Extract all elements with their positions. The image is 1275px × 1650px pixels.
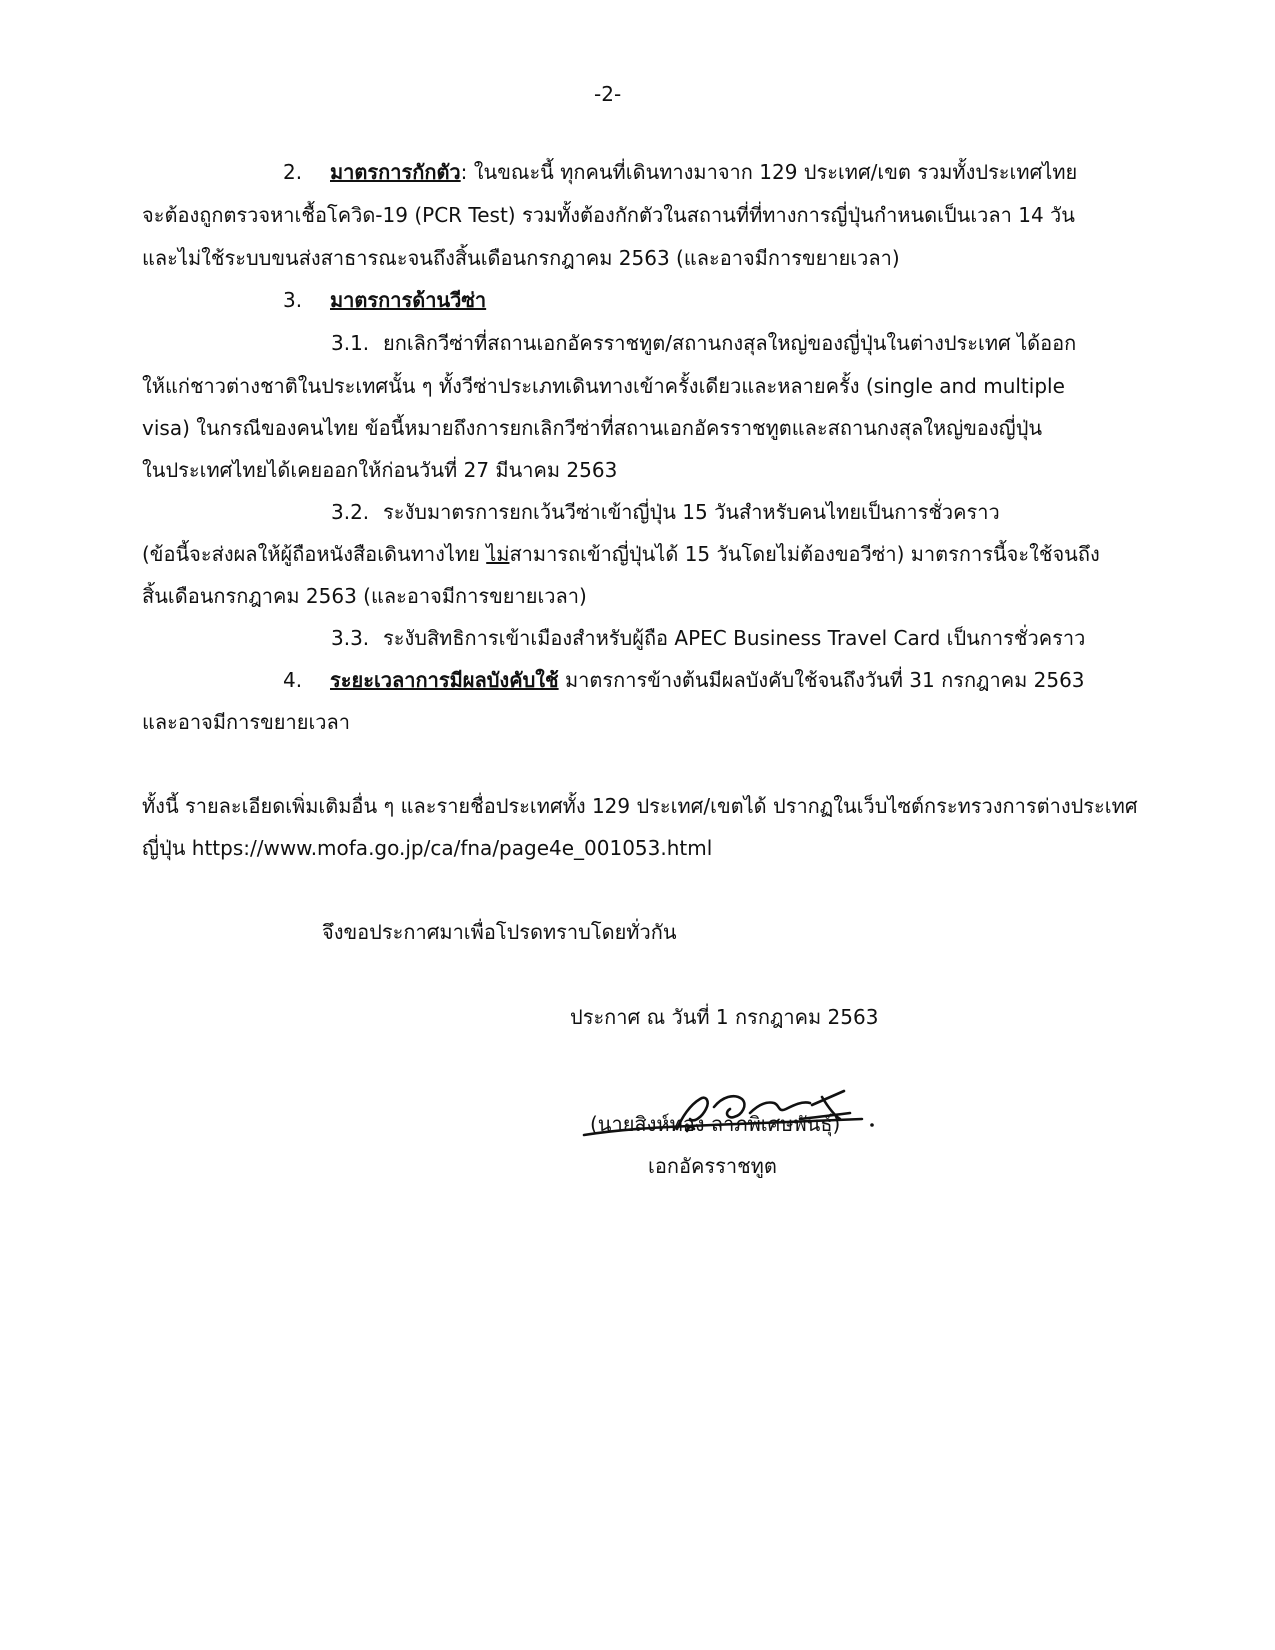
item-4-line-2: และอาจมีการขยายเวลา [142,710,351,734]
item-3-3-text: ระงับสิทธิการเข้าเมืองสำหรับผู้ถือ APEC Business Travel Card เป็นการชั่วคราว [383,626,1086,650]
details-line-2: ญี่ปุ่น https://www.mofa.go.jp/ca/fna/page4e_001053.html [142,836,713,860]
details-line-1: ทั้งนี้ รายละเอียดเพิ่มเติมอื่น ๆ และรายชื่อประเทศทั้ง 129 ประเทศ/เขตได้ ปรากฏในเว็บไซต์กระทรวงการต่างประเทศ [142,794,1138,818]
item-3-1-line-1 [331,329,1076,357]
item-2-line-2: จะต้องถูกตรวจหาเชื้อโควิด-19 (PCR Test) รวมทั้งต้องกักตัวในสถานที่ที่ทางการญี่ปุ่นกำหนดเป็นเวลา 14 วัน [142,203,1075,227]
item-3-number: 3. [283,288,303,312]
item-4-number: 4. [283,668,303,692]
announcement-date: ประกาศ ณ วันที่ 1 กรกฎาคม 2563 [570,1005,879,1029]
item-3-1-line-4: ในประเทศไทยได้เคยออกให้ก่อนวันที่ 27 มีนาคม 2563 [142,458,618,482]
item-2-colon: : [460,160,468,184]
item-3-2-line-1 [331,498,1000,526]
item-3-3-line-1 [331,624,1085,652]
item-3-2-underlined-word: ไม่ [486,542,510,566]
item-3-2-line-2-pre: (ข้อนี้จะส่งผลให้ผู้ถือหนังสือเดินทางไทย [142,542,487,566]
item-4-text: มาตรการข้างต้นมีผลบังคับใช้จนถึงวันที่ 31 กรกฎาคม 2563 [558,668,1085,692]
item-3-1-line-3: visa) ในกรณีของคนไทย ข้อนี้หมายถึงการยกเลิกวีซ่าที่สถานเอกอัครราชทูตและสถานกงสุลใหญ่ของญี่ปุ่น [142,416,1043,440]
page-number: -2- [594,82,622,106]
item-2-number: 2. [283,160,303,184]
item-3-1-text: ยกเลิกวีซ่าที่สถานเอกอัครราชทูต/สถานกงสุลใหญ่ของญี่ปุ่นในต่างประเทศ ได้ออก [383,331,1077,355]
item-3-3-number: 3.3. [331,626,370,650]
item-2-line-1 [283,158,1077,186]
item-3-heading-line [283,286,486,314]
item-3-2-line-2-post: สามารถเข้าญี่ปุ่นได้ 15 วันโดยไม่ต้องขอวีซ่า) มาตรการนี้จะใช้จนถึง [509,542,1100,566]
item-3-1-number: 3.1. [331,331,370,355]
signatory-name: (นายสิงห์ทอง ลาภพิเศษพันธุ์) [590,1112,841,1136]
item-4-line-1 [283,666,1085,694]
item-2-text: ในขณะนี้ ทุกคนที่เดินทางมาจาก 129 ประเทศ/เขต รวมทั้งประเทศไทย [467,160,1078,184]
item-3-1-line-2: ให้แก่ชาวต่างชาติในประเทศนั้น ๆ ทั้งวีซ่าประเภทเดินทางเข้าครั้งเดียวและหลายครั้ง (single and multiple [142,374,1065,398]
item-3-2-line-2 [142,540,1100,568]
item-4-heading: ระยะเวลาการมีผลบังคับใช้ [330,668,559,692]
item-2-heading: มาตรการกักตัว [330,160,461,184]
item-3-2-line-3: สิ้นเดือนกรกฎาคม 2563 (และอาจมีการขยายเวลา) [142,584,587,608]
signatory-title: เอกอัครราชทูต [648,1154,777,1178]
closing-statement: จึงขอประกาศมาเพื่อโปรดทราบโดยทั่วกัน [322,920,677,944]
item-3-2-number: 3.2. [331,500,370,524]
item-3-heading: มาตรการด้านวีซ่า [330,288,487,312]
item-2-line-3: และไม่ใช้ระบบขนส่งสาธารณะจนถึงสิ้นเดือนกรกฎาคม 2563 (และอาจมีการขยายเวลา) [142,246,900,270]
item-3-2-text: ระงับมาตรการยกเว้นวีซ่าเข้าญี่ปุ่น 15 วันสำหรับคนไทยเป็นการชั่วคราว [383,500,1000,524]
